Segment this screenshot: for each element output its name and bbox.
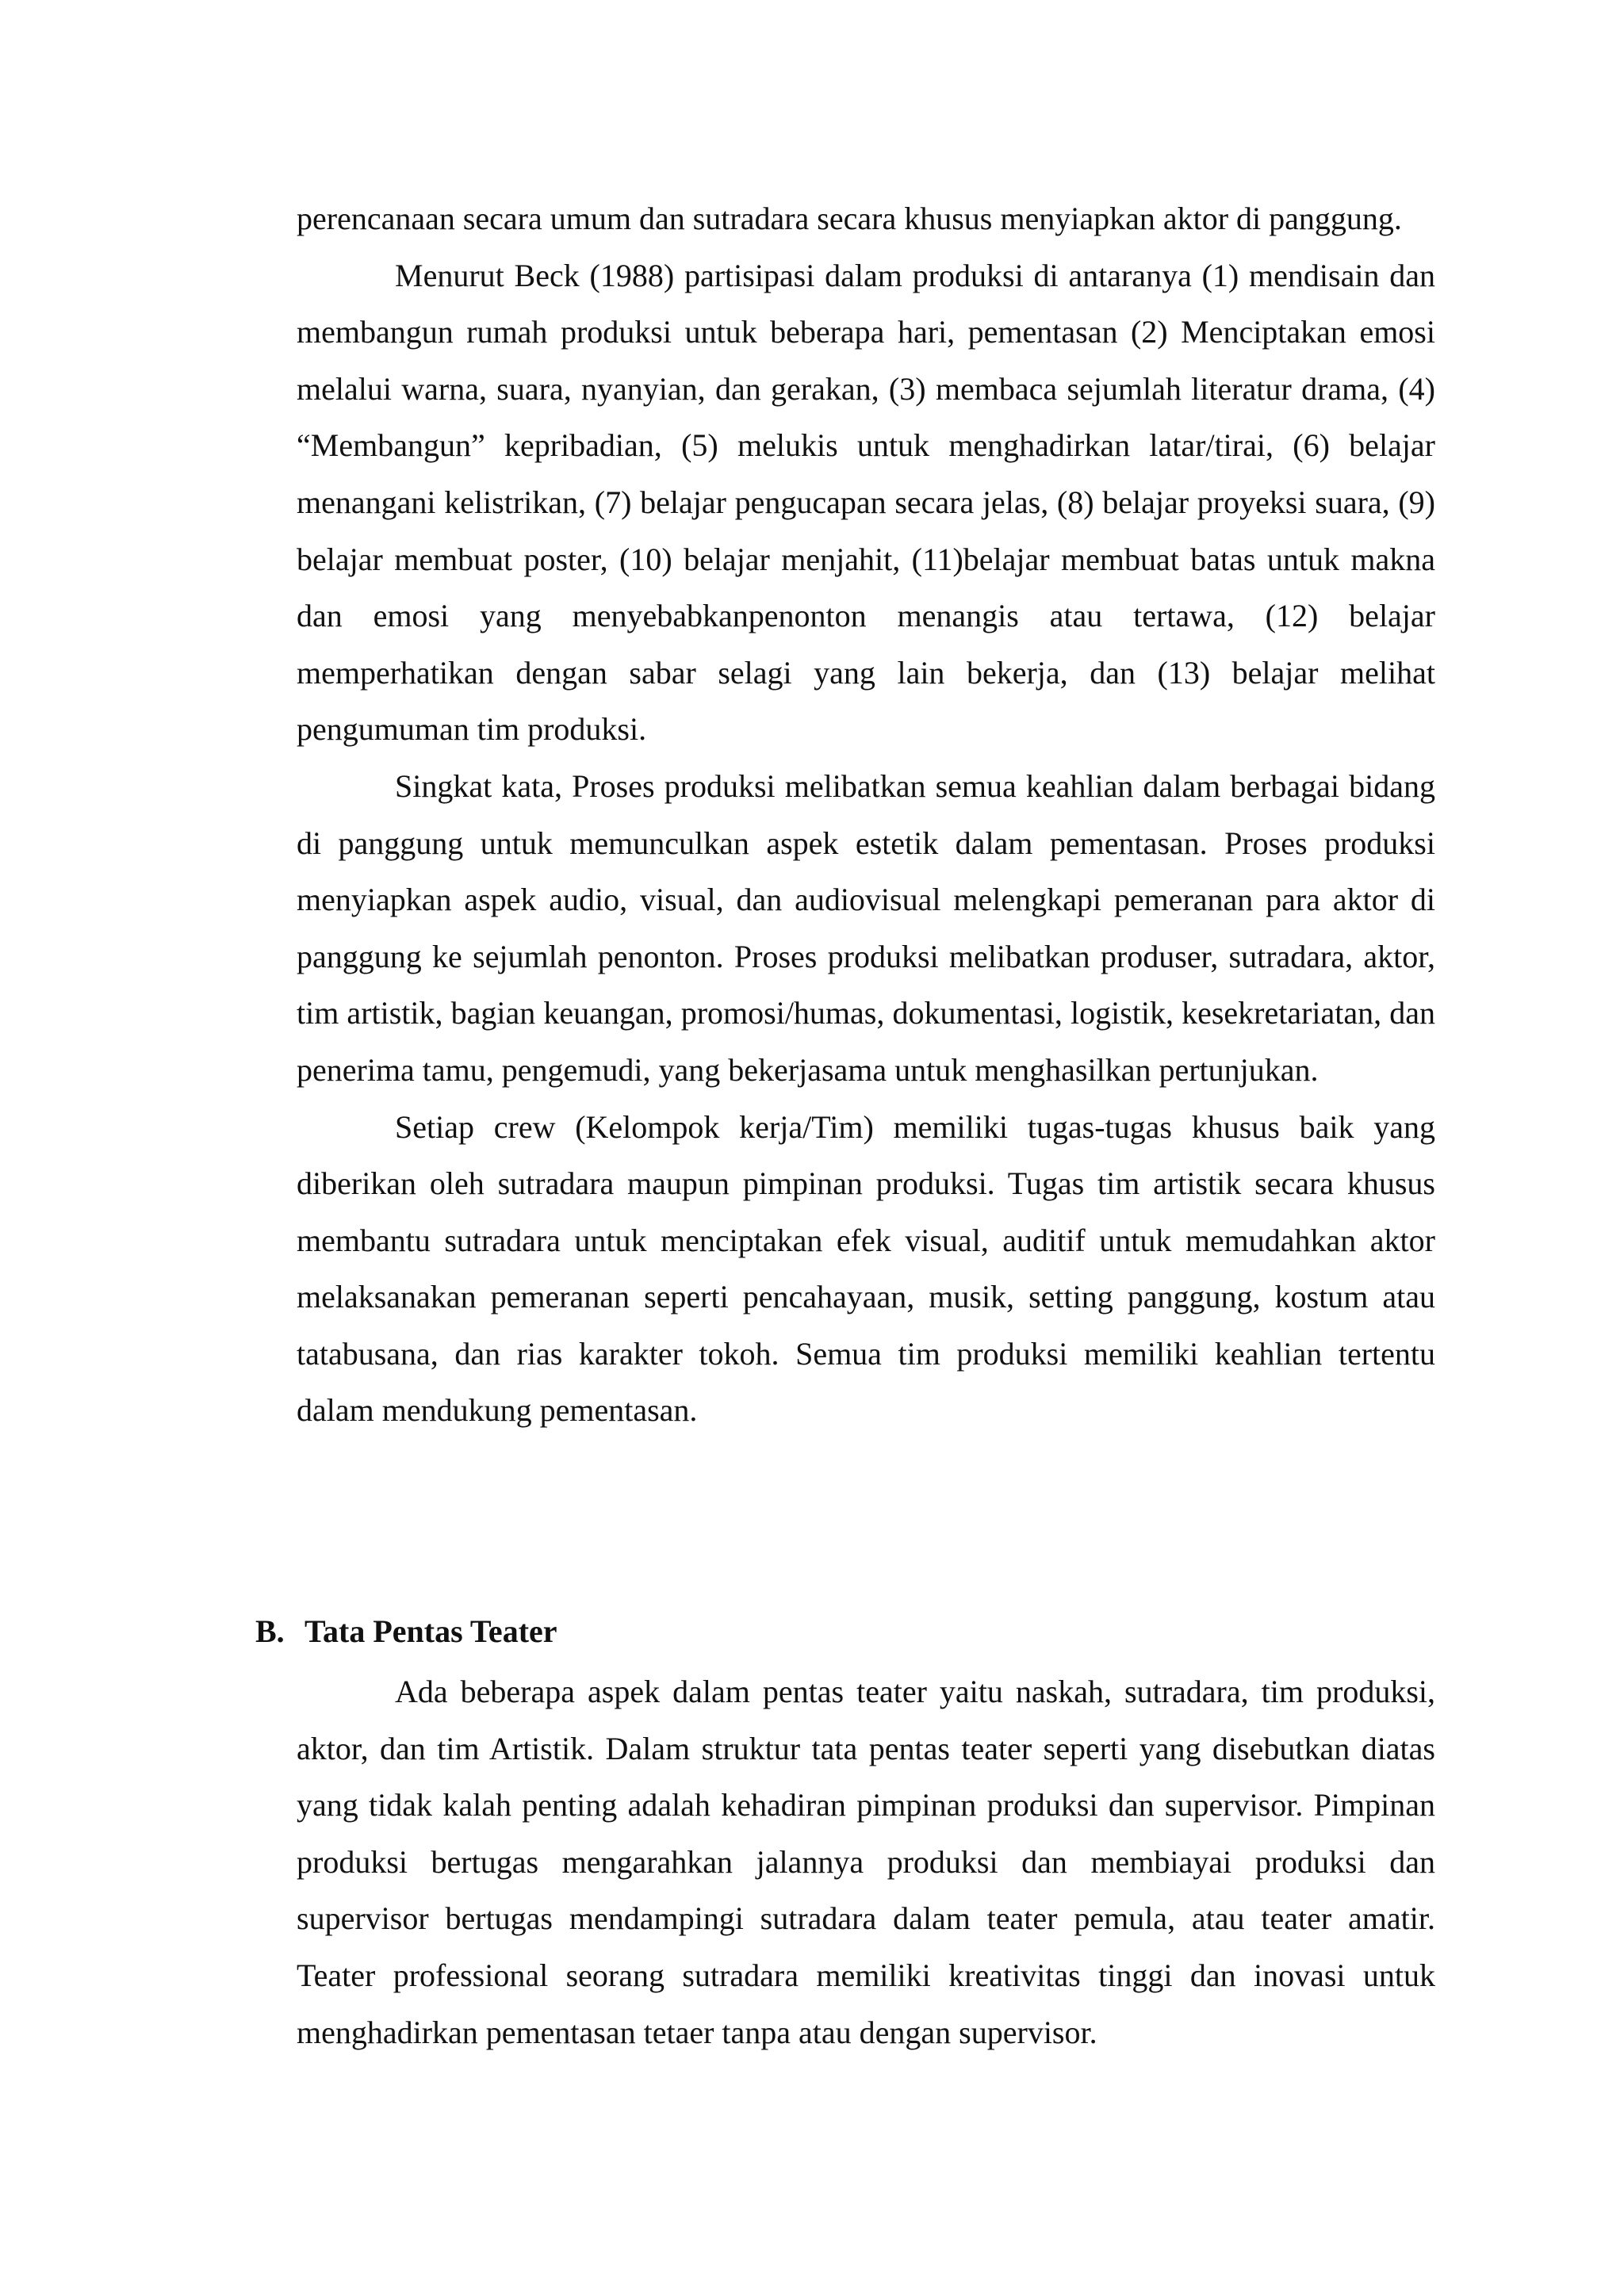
- section-number: B.: [255, 1613, 285, 1649]
- section-heading: [255, 1603, 1435, 1660]
- paragraph-beck-participation: Menurut Beck (1988) partisipasi dalam produksi di antaranya (1) mendisain dan membangun rumah produksi untuk beberapa hari, pementasan (2) Menciptakan emosi melalui warna, suara, nyanyian, dan gerakan, (3) membaca sejumlah literatur drama, (4) “Membangun” kepribadian, (5) melukis untuk menghadirkan latar/tirai, (6) belajar menangani kelistrikan, (7) belajar pengucapan secara jelas, (8) belajar proyeksi suara, (9) belajar membuat poster, (10) belajar menjahit, (11)belajar membuat batas untuk makna dan emosi yang menyebabkanpenonton menangis atau tertawa, (12) belajar memperhatikan dengan sabar selagi yang lain bekerja, dan (13) belajar melihat pengumuman tim produksi.: [297, 257, 1435, 748]
- section-body: [297, 1663, 1435, 2061]
- body-text: [297, 190, 1435, 1439]
- paragraph-crew-tasks: Setiap crew (Kelompok kerja/Tim) memiliki tugas-tugas khusus baik yang diberikan oleh sutradara maupun pimpinan produksi. Tugas tim artistik secara khusus membantu sutradara untuk menciptakan efek visual, auditif untuk memudahkan aktor melaksanakan pemeranan seperti pencahayaan, musik, setting panggung, kostum atau tatabusana, dan rias karakter tokoh. Semua tim produksi memiliki keahlian tertentu dalam mendukung pementasan.: [297, 1108, 1435, 1429]
- section-title: Tata Pentas Teater: [304, 1613, 557, 1649]
- paragraph-continuation: perencanaan secara umum dan sutradara secara khusus menyiapkan aktor di panggung.: [297, 201, 1402, 236]
- paragraph-theater-aspects: Ada beberapa aspek dalam pentas teater yaitu naskah, sutradara, tim produksi, aktor, dan tim Artistik. Dalam struktur tata pentas teater seperti yang disebutkan diatas yang tidak kalah penting adalah kehadiran pimpinan produksi dan supervisor. Pimpinan produksi bertugas mengarahkan jalannya produksi dan membiayai produksi dan supervisor bertugas mendampingi sutradara dalam teater pemula, atau teater amatir. Teater professional seorang sutradara memiliki kreativitas tinggi dan inovasi untuk menghadirkan pementasan tetaer tanpa atau dengan supervisor.: [297, 1674, 1435, 2050]
- paragraph-production-process: Singkat kata, Proses produksi melibatkan semua keahlian dalam berbagai bidang di panggung untuk memunculkan aspek estetik dalam pementasan. Proses produksi menyiapkan aspek audio, visual, dan audiovisual melengkapi pemeranan para aktor di panggung ke sejumlah penonton. Proses produksi melibatkan produser, sutradara, aktor, tim artistik, bagian keuangan, promosi/humas, dokumentasi, logistik, kesekretariatan, dan penerima tamu, pengemudi, yang bekerjasama untuk menghasilkan pertunjukan.: [297, 767, 1435, 1088]
